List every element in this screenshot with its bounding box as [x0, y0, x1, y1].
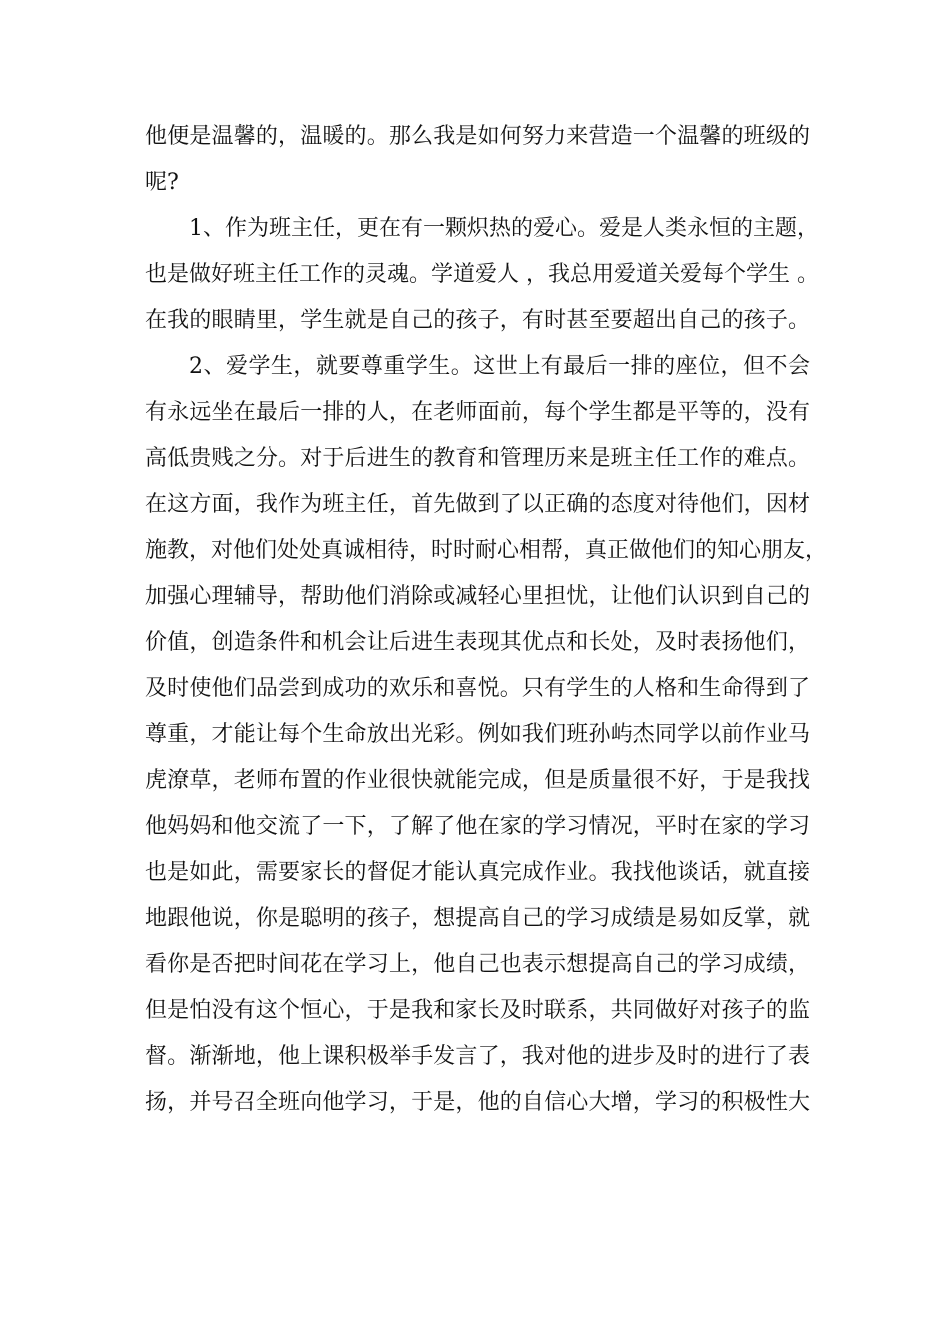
text-line: 施教，对他们处处真诚相待，时时耐心相帮，真正做他们的知心朋友， — [145, 538, 828, 563]
text-line: 在这方面，我作为班主任，首先做到了以正确的态度对待他们，因材 — [145, 492, 810, 517]
body-text — [145, 114, 828, 1126]
text-line: 但是怕没有这个恒心，于是我和家长及时联系，共同做好对孩子的监 — [145, 998, 810, 1023]
text-line: 尊重，才能让每个生命放出光彩。例如我们班孙屿杰同学以前作业马 — [145, 722, 810, 747]
text-line: 也是做好班主任工作的灵魂。学道爱人 ，我总用爱道关爱每个学生 。 — [145, 262, 819, 287]
text-line: 有永远坐在最后一排的人，在老师面前，每个学生都是平等的，没有 — [145, 400, 810, 425]
text-line: 高低贵贱之分。对于后进生的教育和管理历来是班主任工作的难点。 — [145, 446, 810, 471]
text-line: 加强心理辅导，帮助他们消除或减轻心里担忧，让他们认识到自己的 — [145, 584, 810, 609]
text-line: 也是如此，需要家长的督促才能认真完成作业。我找他谈话，就直接 — [145, 860, 810, 885]
text-line: 看你是否把时间花在学习上，他自己也表示想提高自己的学习成绩， — [145, 952, 810, 977]
text-line: 他便是温馨的，温暖的。那么我是如何努力来营造一个温馨的班级的 — [145, 124, 810, 149]
text-line: 虎潦草，老师布置的作业很快就能完成，但是质量很不好，于是我找 — [145, 768, 810, 793]
text-line: 在我的眼睛里，学生就是自己的孩子，有时甚至要超出自己的孩子。 — [145, 308, 810, 333]
paragraph-2-start: 2、爱学生，就要尊重学生。这世上有最后一排的座位，但不会 — [189, 354, 810, 379]
text-line: 及时使他们品尝到成功的欢乐和喜悦。只有学生的人格和生命得到了 — [145, 676, 810, 701]
text-line: 扬，并号召全班向他学习，于是，他的自信心大增，学习的积极性大 — [145, 1090, 810, 1115]
text-line: 他妈妈和他交流了一下，了解了他在家的学习情况，平时在家的学习 — [145, 814, 810, 839]
text-line: 价值，创造条件和机会让后进生表现其优点和长处，及时表扬他们， — [145, 630, 810, 655]
text-line: 地跟他说，你是聪明的孩子，想提高自己的学习成绩是易如反掌，就 — [145, 906, 810, 931]
paragraph-1-start: 1、作为班主任，更在有一颗炽热的爱心。爱是人类永恒的主题， — [189, 216, 819, 241]
text-line: 呢? — [145, 170, 179, 195]
text-line: 督。渐渐地，他上课积极举手发言了，我对他的进步及时的进行了表 — [145, 1044, 810, 1069]
